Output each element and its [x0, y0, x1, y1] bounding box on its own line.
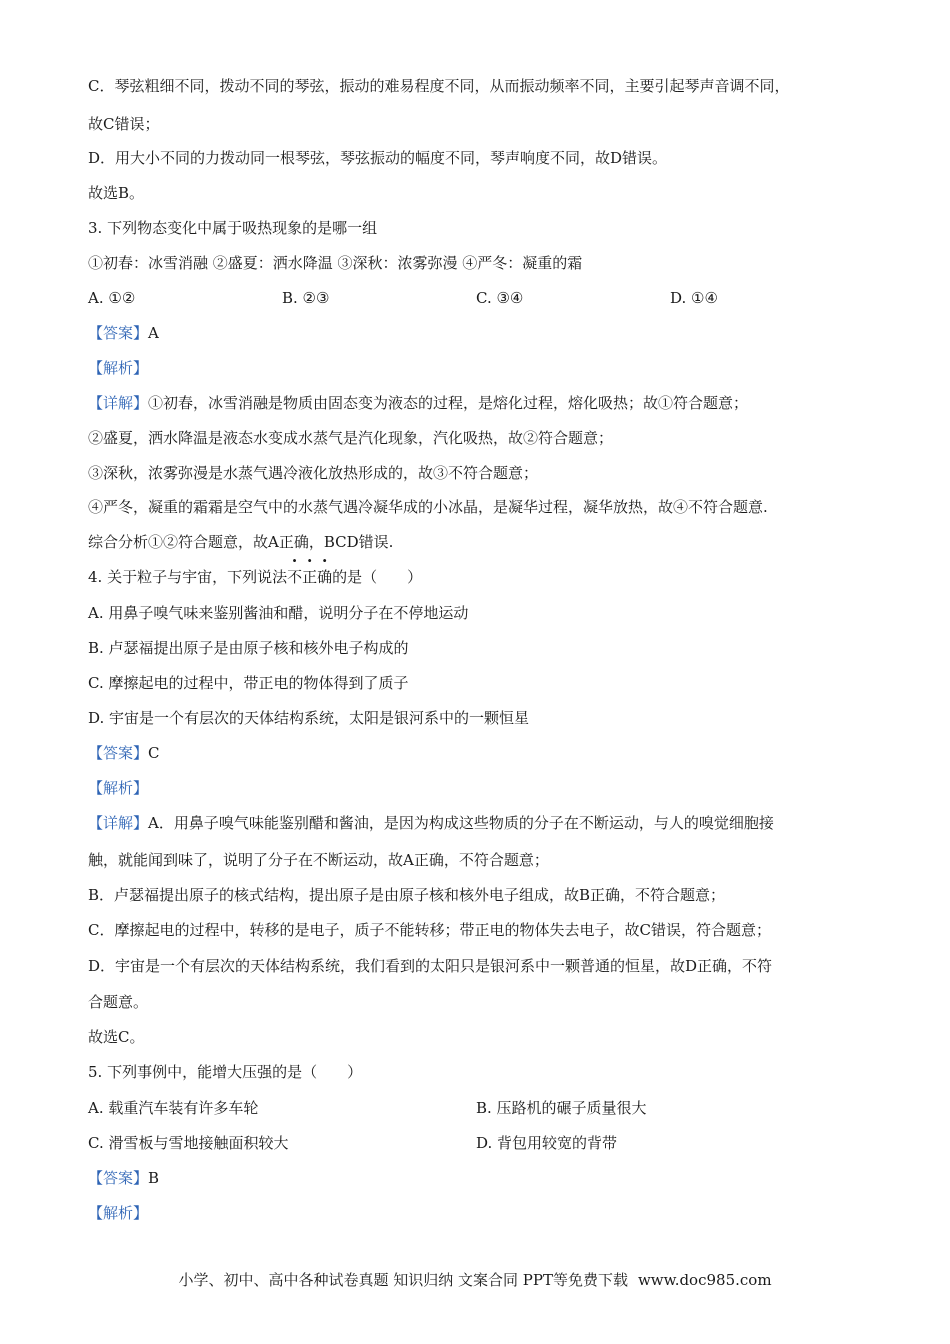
q3-option-b: B. ②③ — [282, 289, 330, 307]
q3-detail-line-3: ③深秋，浓雾弥漫是水蒸气遇冷液化放热形成的，故③不符合题意； — [88, 464, 539, 482]
q4-analysis — [88, 778, 148, 798]
answer-value: B — [148, 1169, 160, 1187]
q5-option-c: C. 滑雪板与雪地接触面积较大 — [88, 1134, 289, 1152]
q5-option-a: A. 载重汽车装有许多车轮 — [88, 1099, 259, 1117]
q3-detail-line-1 — [88, 393, 748, 413]
q3-stem: 3. 下列物态变化中属于吸热现象的是哪一组 — [88, 219, 378, 237]
q3-detail-line-2: ②盛夏，洒水降温是液态水变成水蒸气是汽化现象，汽化吸热，故②符合题意； — [88, 429, 614, 447]
analysis-tag: 【解析】 — [88, 1204, 149, 1222]
detail-tag: 【详解】 — [88, 814, 149, 832]
q4-stem-after: 的是（ ） — [332, 568, 423, 586]
q4-detail-line-4: C．摩擦起电的过程中，转移的是电子，质子不能转移；带正电的物体失去电子，故C错误，符合题意； — [88, 921, 771, 939]
q4-conclusion: 故选C。 — [88, 1028, 145, 1046]
q2-option-c-line2: 故C错误； — [88, 115, 160, 133]
emphasis-char: 确 — [317, 568, 333, 586]
q4-option-d: D. 宇宙是一个有层次的天体结构系统，太阳是银河系中的一颗恒星 — [88, 709, 530, 727]
answer-tag: 【答案】 — [88, 744, 149, 762]
q3-option-a: A. ①② — [88, 289, 136, 307]
q2-conclusion: 故选B。 — [88, 184, 145, 202]
analysis-tag: 【解析】 — [88, 359, 149, 377]
q4-detail-line-6: 合题意。 — [88, 993, 149, 1011]
q4-option-b: B. 卢瑟福提出原子是由原子核和核外电子构成的 — [88, 639, 409, 657]
page-footer — [0, 1270, 950, 1290]
q4-stem — [88, 567, 422, 587]
answer-tag: 【答案】 — [88, 1169, 149, 1187]
q4-option-c: C. 摩擦起电的过程中，带正电的物体得到了质子 — [88, 674, 409, 692]
q3-analysis — [88, 358, 148, 378]
q3-option-c: C. ③④ — [476, 289, 524, 307]
q4-detail-line-3: B．卢瑟福提出原子的核式结构，提出原子是由原子核和核外电子组成，故B正确，不符合题意； — [88, 886, 726, 904]
emphasis-char: 不 — [287, 568, 303, 586]
answer-tag: 【答案】 — [88, 324, 149, 342]
q4-stem-before: 4. 关于粒子与宇宙，下列说法 — [88, 568, 288, 586]
q3-option-d: D. ①④ — [670, 289, 718, 307]
q2-option-c-line1: C．琴弦粗细不同，拨动不同的琴弦，振动的难易程度不同，从而振动频率不同，主要引起琴声音调不同， — [88, 77, 790, 95]
q3-stem-items: ①初春：冰雪消融 ②盛夏：洒水降温 ③深秋：浓雾弥漫 ④严冬：凝重的霜 — [88, 254, 583, 272]
q3-detail-line-4: ④严冬，凝重的霜霜是空气中的水蒸气遇冷凝华成的小冰晶，是凝华过程，凝华放热，故④不符合题意. — [88, 498, 768, 516]
q5-option-b: B. 压路机的碾子质量很大 — [476, 1099, 647, 1117]
q5-answer — [88, 1168, 159, 1188]
analysis-tag: 【解析】 — [88, 779, 149, 797]
footer-text: 小学、初中、高中各种试卷真题 知识归纳 文案合同 PPT等免费下载 — [178, 1271, 628, 1289]
q4-detail-line-5: D．宇宙是一个有层次的天体结构系统，我们看到的太阳只是银河系中一颗普通的恒星，故D正确，不符 — [88, 957, 773, 975]
q4-detail-line-1 — [88, 813, 774, 833]
emphasis-char: 正 — [302, 568, 318, 586]
q4-detail-line-2: 触，就能闻到味了，说明了分子在不断运动，故A正确，不符合题意； — [88, 851, 549, 869]
q5-stem: 5. 下列事例中，能增大压强的是（ ） — [88, 1063, 363, 1081]
detail-tag: 【详解】 — [88, 394, 149, 412]
q4-answer — [88, 743, 160, 763]
q3-detail-line-5: 综合分析①②符合题意，故A正确，BCD错误. — [88, 533, 394, 551]
answer-value: C — [148, 744, 160, 762]
answer-value: A — [148, 324, 159, 342]
detail-text: ①初春，冰雪消融是物质由固态变为液态的过程，是熔化过程，熔化吸热；故①符合题意； — [148, 394, 749, 412]
q3-answer — [88, 323, 159, 343]
q5-analysis — [88, 1203, 148, 1223]
q4-option-a: A. 用鼻子嗅气味来鉴别酱油和醋，说明分子在不停地运动 — [88, 604, 469, 622]
detail-text: A．用鼻子嗅气味能鉴别醋和酱油，是因为构成这些物质的分子在不断运动，与人的嗅觉细胞接 — [148, 814, 774, 832]
q5-option-d: D. 背包用较宽的背带 — [476, 1134, 618, 1152]
q2-option-d-line: D．用大小不同的力拨动同一根琴弦，琴弦振动的幅度不同，琴声响度不同，故D错误。 — [88, 149, 668, 167]
footer-site-link[interactable]: www.doc985.com — [637, 1271, 772, 1289]
